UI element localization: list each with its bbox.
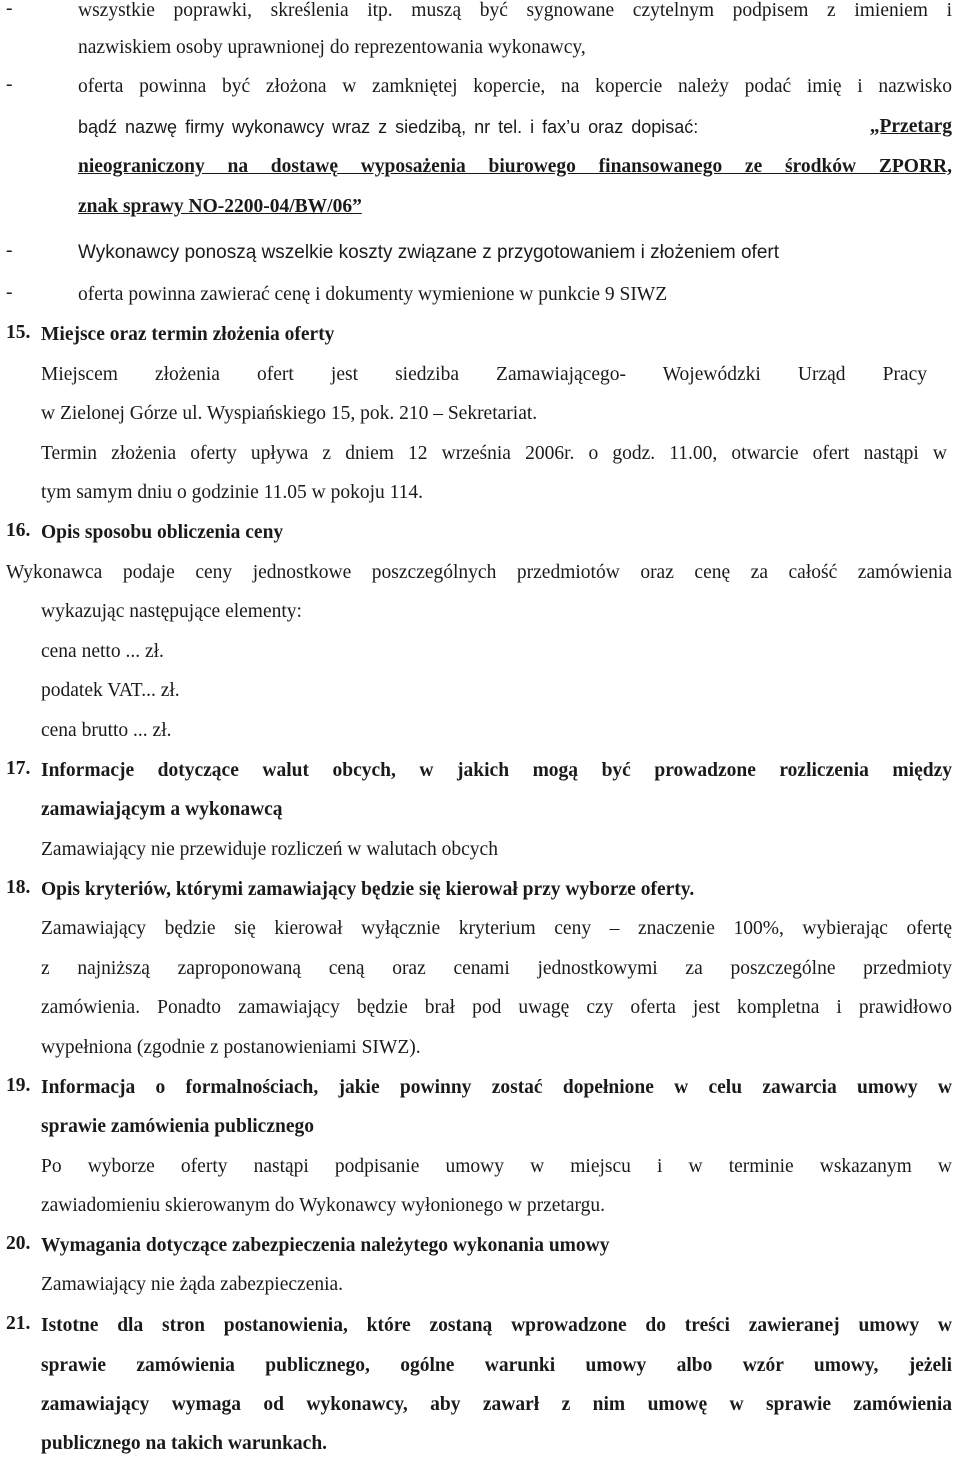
intro-line-2: nazwiskiem osoby uprawnionej do reprezentowania wykonawcy, [78, 37, 586, 58]
bullet-dash: - [6, 282, 13, 303]
section-number: 19. [6, 1075, 31, 1096]
section-21-title-4: publicznego na takich warunkach. [41, 1433, 328, 1454]
intro-line-3: oferta powinna być złożona w zamkniętej kopercie, na kopercie należy podać imię i nazwisko [78, 76, 952, 97]
bullet-dash: - [6, 240, 13, 261]
section-19-title-1: Informacja o formalnościach, jakie powinny zostać dopełnione w celu zawarcia umowy w [41, 1077, 952, 1098]
section-16-line-1: Wykonawca podaje ceny jednostkowe poszczególnych przedmiotów oraz cenę za całość zamówienia [6, 562, 952, 583]
section-15-line-4: tym samym dniu o godzinie 11.05 w pokoju 114. [41, 482, 424, 503]
section-19-line-1: Po wyborze oferty nastąpi podpisanie umowy w miejscu i w terminie wskazanym w [41, 1156, 952, 1177]
section-15-line-2: w Zielonej Górze ul. Wyspiańskiego 15, pok. 210 – Sekretariat. [41, 403, 538, 424]
section-number: 21. [6, 1313, 31, 1334]
section-number: 18. [6, 877, 31, 898]
section-17-title-1: Informacje dotyczące walut obcych, w jakich mogą być prowadzone rozliczenia między [41, 760, 952, 781]
intro-line-4 [78, 114, 952, 140]
section-number: 15. [6, 322, 31, 343]
price-vat-line: podatek VAT... zł. [41, 680, 180, 701]
section-19-title-2: sprawie zamówienia publicznego [41, 1116, 314, 1137]
section-20-title: Wymagania dotyczące zabezpieczenia należytego wykonania umowy [41, 1235, 610, 1256]
section-17-title-2: zamawiającym a wykonawcą [41, 799, 283, 820]
intro-line-6: znak sprawy NO-2200-04/BW/06” [78, 196, 362, 217]
section-15-line-1: Miejscem złożenia ofert jest siedziba Zamawiającego- Wojewódzki Urząd Pracy [41, 364, 927, 385]
intro-line-4-text: bądź nazwę firmy wykonawcy wraz z siedzibą, nr tel. i fax’u oraz dopisać: [78, 117, 699, 137]
section-21-title-3: zamawiający wymaga od wykonawcy, aby zawarł z nim umowę w sprawie zamówienia [41, 1394, 952, 1415]
section-18-title: Opis kryteriów, którymi zamawiający będzie się kierował przy wyborze oferty. [41, 879, 695, 900]
section-number: 17. [6, 758, 31, 779]
intro-line-5: nieograniczony na dostawę wyposażenia biurowego finansowanego ze środków ZPORR, [78, 156, 952, 177]
price-gross-line: cena brutto ... zł. [41, 720, 172, 741]
section-15-title: Miejsce oraz termin złożenia oferty [41, 324, 335, 345]
section-number: 20. [6, 1233, 31, 1254]
section-16-line-2: wykazując następujące elementy: [41, 601, 302, 622]
intro-line-4-bold: „Przetarg [869, 116, 952, 137]
intro-line-8: oferta powinna zawierać cenę i dokumenty wymienione w punkcie 9 SIWZ [78, 284, 668, 305]
section-19-line-2: zawiadomieniu skierowanym do Wykonawcy wyłonionego w przetargu. [41, 1195, 606, 1216]
section-18-line-2: z najniższą zaproponowaną ceną oraz cenami jednostkowymi za poszczególne przedmioty [41, 958, 952, 979]
section-18-line-4: wypełniona (zgodnie z postanowieniami SIWZ). [41, 1037, 421, 1058]
section-17-line-1: Zamawiający nie przewiduje rozliczeń w walutach obcych [41, 839, 498, 860]
bullet-dash: - [6, 74, 13, 95]
section-21-title-2: sprawie zamówienia publicznego, ogólne warunki umowy albo wzór umowy, jeżeli [41, 1355, 952, 1376]
section-number: 16. [6, 520, 31, 541]
section-16-title: Opis sposobu obliczenia ceny [41, 522, 284, 543]
price-net-line: cena netto ... zł. [41, 641, 164, 662]
intro-line-7: Wykonawcy ponoszą wszelkie koszty związane z przygotowaniem i złożeniem ofert [78, 242, 780, 263]
intro-line-1: wszystkie poprawki, skreślenia itp. muszą być sygnowane czytelnym podpisem z imieniem i [78, 0, 952, 21]
section-21-title-1: Istotne dla stron postanowienia, które zostaną wprowadzone do treści zawieranej umowy w [41, 1315, 952, 1336]
section-18-line-3: zamówienia. Ponadto zamawiający będzie brał pod uwagę czy oferta jest kompletna i prawidłowo [41, 997, 952, 1018]
section-20-line-1: Zamawiający nie żąda zabezpieczenia. [41, 1274, 344, 1295]
section-18-line-1: Zamawiający będzie się kierował wyłącznie kryterium ceny – znaczenie 100%, wybierając ofertę [41, 918, 952, 939]
bullet-dash: - [6, 0, 13, 19]
section-15-line-3: Termin złożenia oferty upływa z dniem 12 września 2006r. o godz. 11.00, otwarcie ofert nastąpi w [41, 443, 947, 464]
